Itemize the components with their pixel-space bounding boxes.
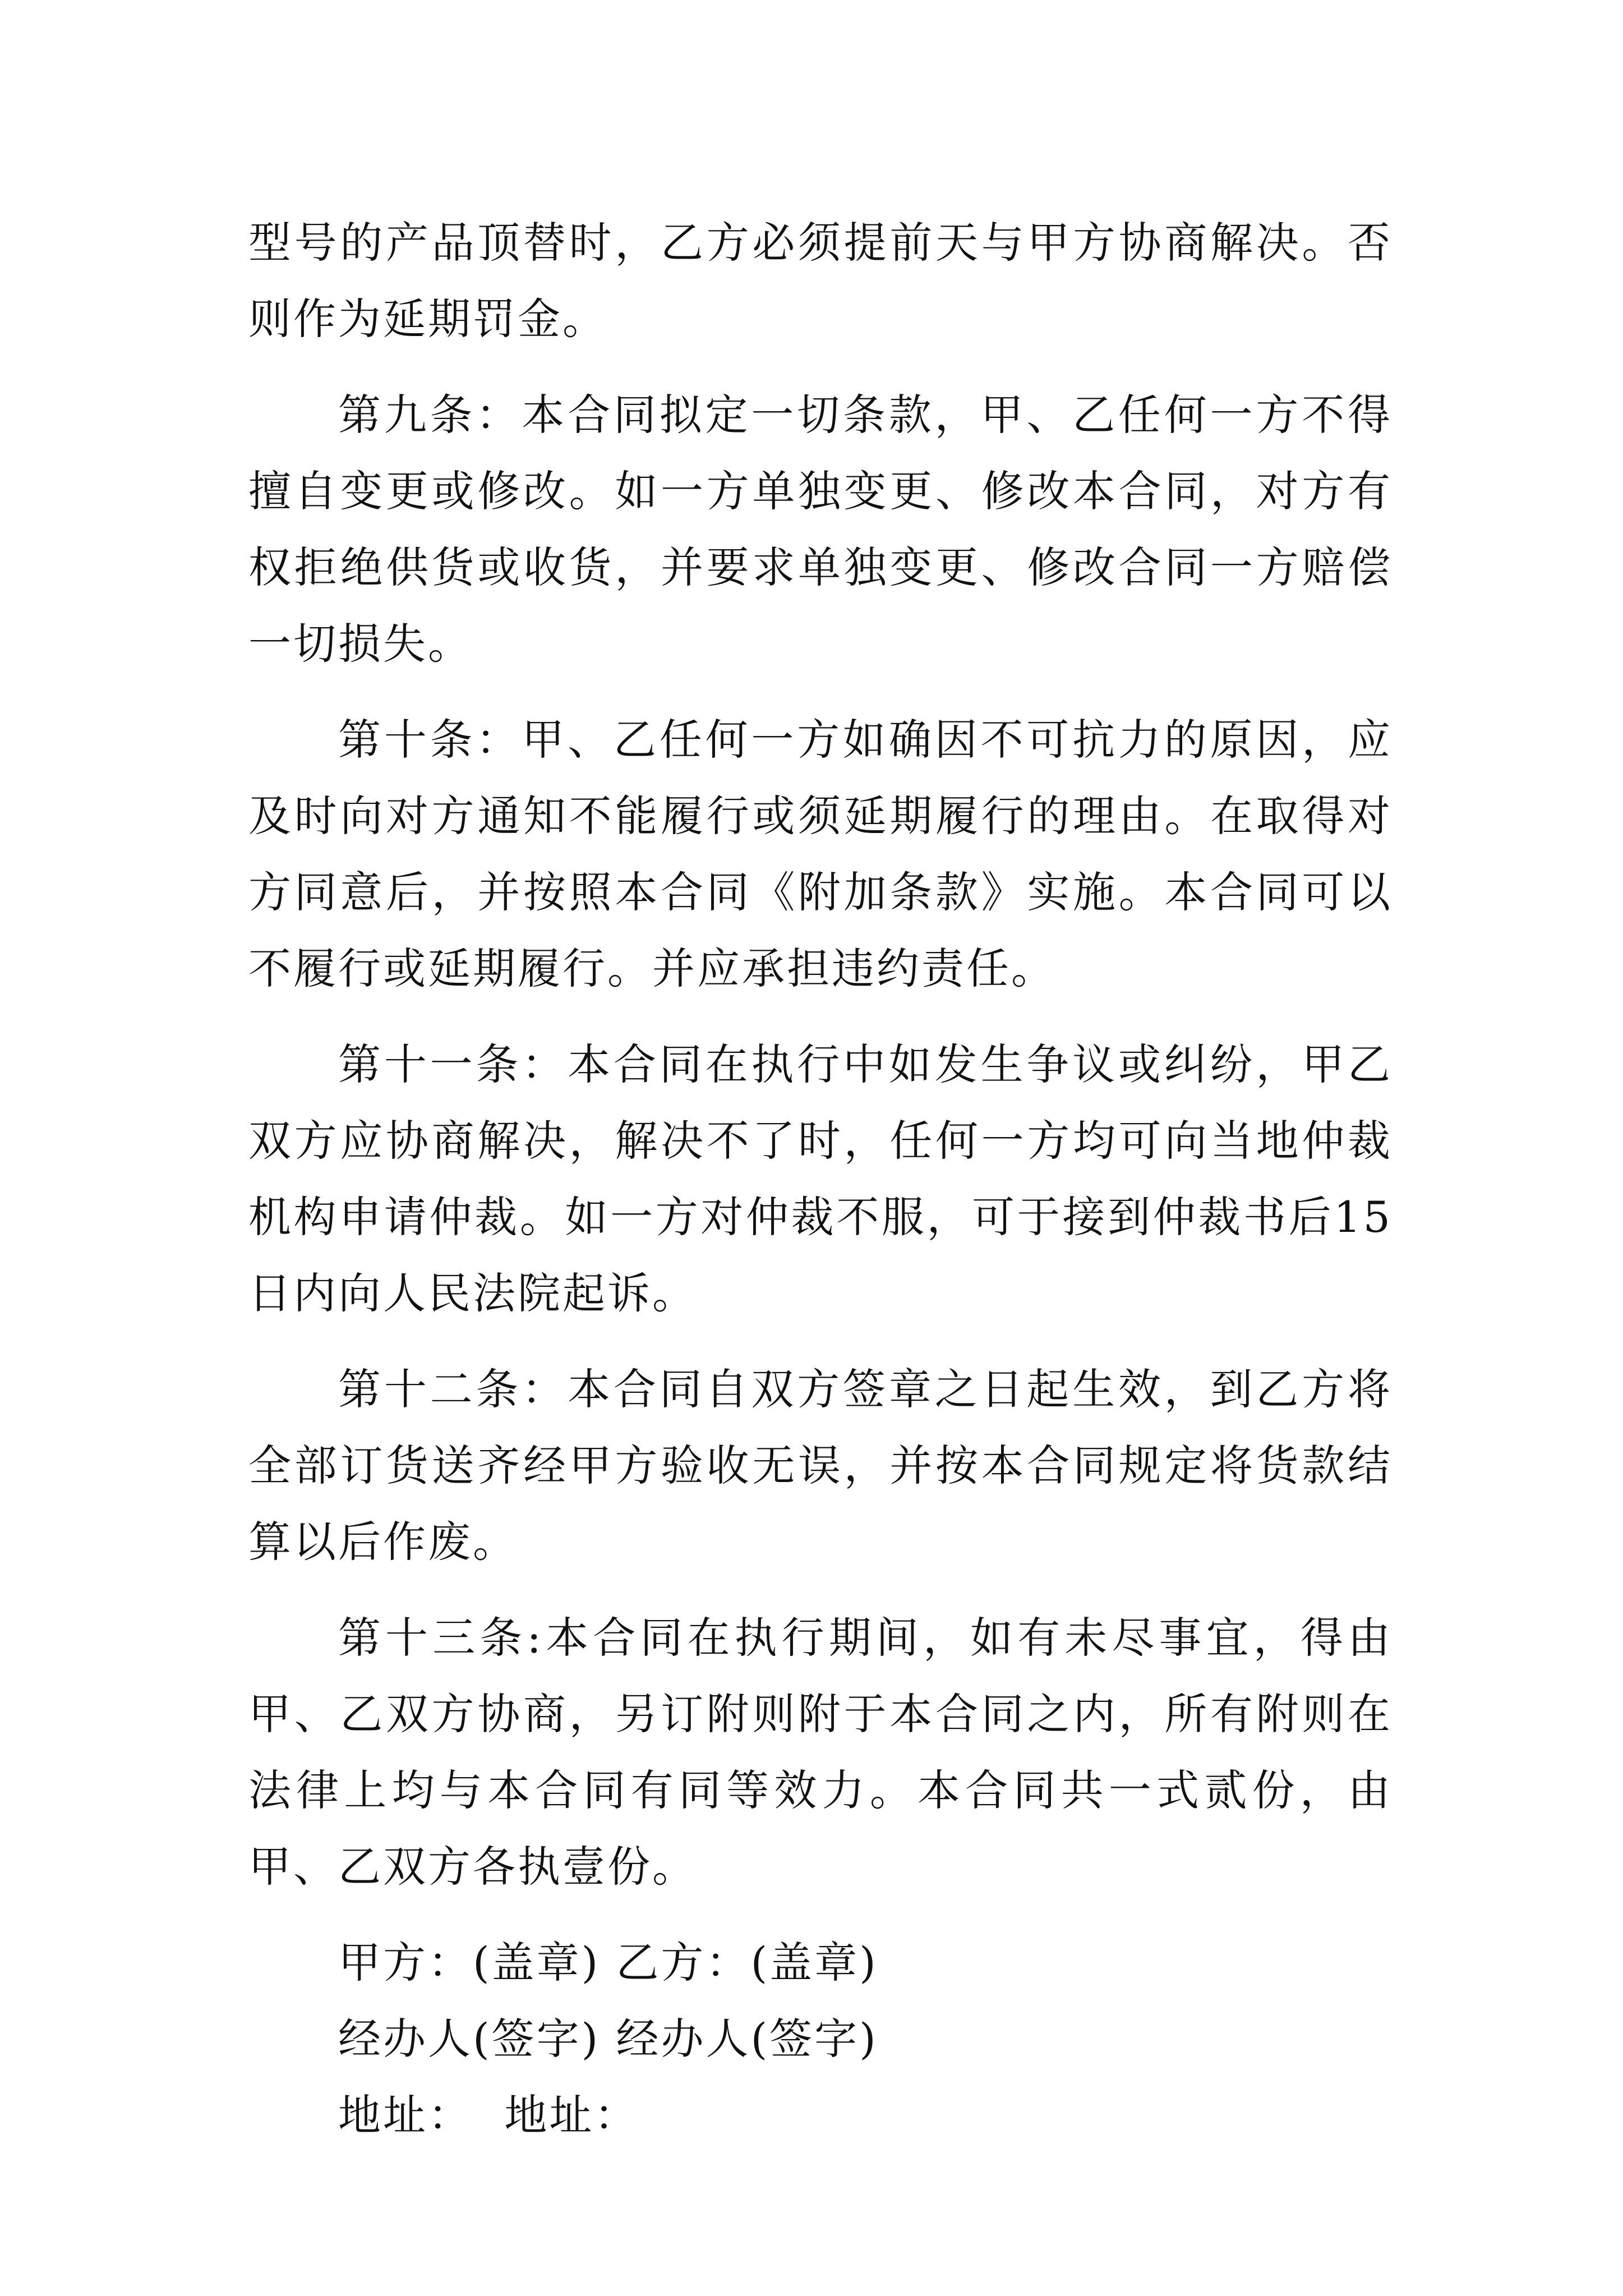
paragraph-continuation: 型号的产品顶替时，乙方必须提前天与甲方协商解决。否则作为延期罚金。 [248,218,1393,344]
clause-9: 第九条：本合同拟定一切条款，甲、乙任何一方不得擅自变更或修改。如一方单独变更、修改本合同，对方有权拒绝供货或收货，并要求单独变更、修改合同一方赔偿一切损失。 [248,390,1393,669]
agent-signature-line: 经办人(签字) 经办人(签字) [338,2014,878,2064]
signature-block [248,1925,1393,2154]
document-body [248,205,1393,2154]
clause-10: 第十条：甲、乙任何一方如确因不可抗力的原因，应及时向对方通知不能履行或须延期履行的理由。在取得对方同意后，并按照本合同《附加条款》实施。本合同可以不履行或延期履行。并应承担违约责任。 [248,715,1393,993]
clause-11: 第十一条：本合同在执行中如发生争议或纠纷，甲乙双方应协商解决，解决不了时，任何一方均可向当地仲裁机构申请仲裁。如一方对仲裁不服，可于接到仲裁书后15日内向人民法院起诉。 [248,1039,1393,1318]
address-line: 地址： 地址： [338,2090,639,2140]
clause-12: 第十二条：本合同自双方签章之日起生效，到乙方将全部订货送齐经甲方验收无误，并按本合同规定将货款结算以后作废。 [248,1364,1393,1567]
clause-13: 第十三条:本合同在执行期间，如有未尽事宜，得由甲、乙双方协商，另订附则附于本合同之内，所有附则在法律上均与本合同有同等效力。本合同共一式贰份，由甲、乙双方各执壹份。 [248,1613,1393,1892]
stamp-line: 甲方：(盖章) 乙方：(盖章) [338,1938,878,1987]
